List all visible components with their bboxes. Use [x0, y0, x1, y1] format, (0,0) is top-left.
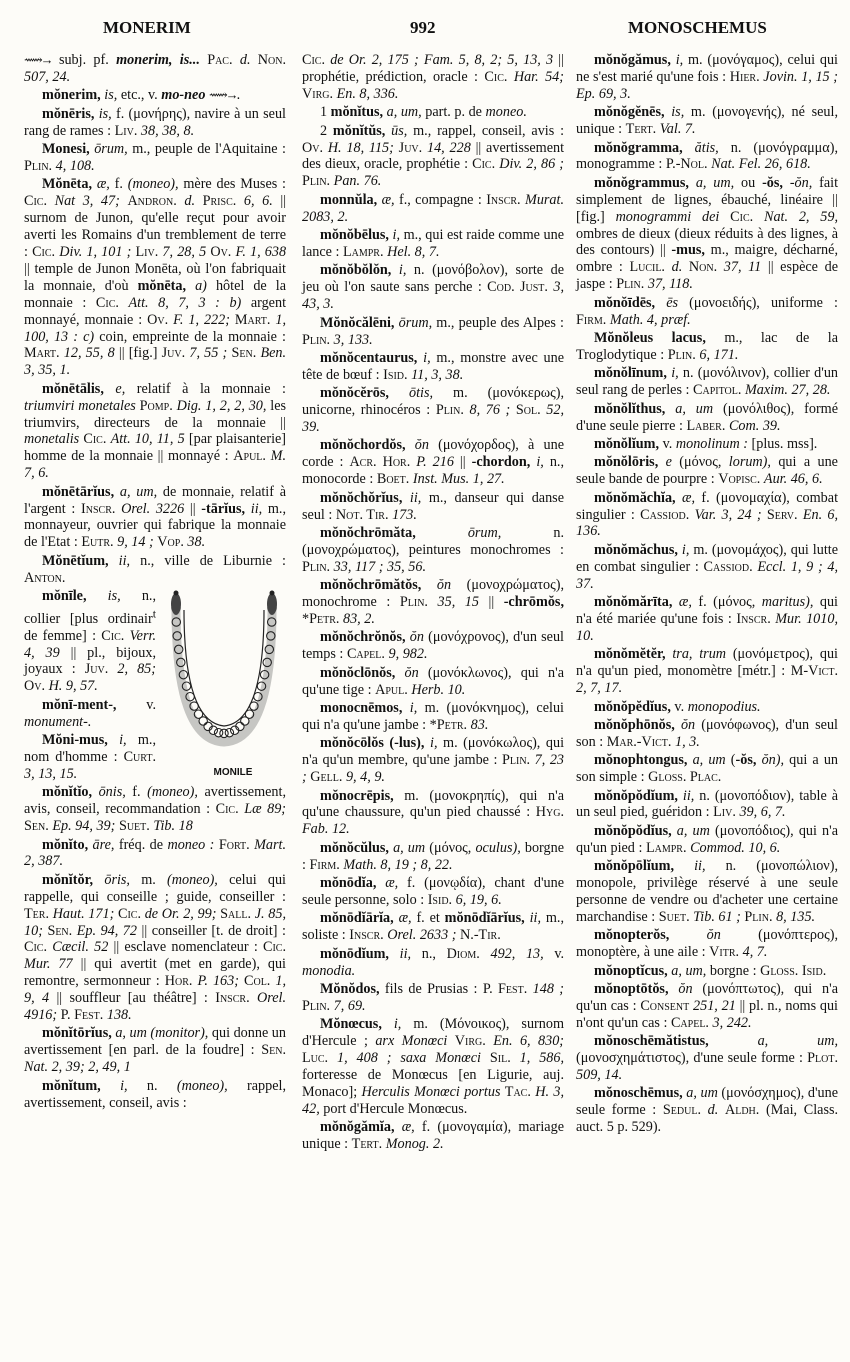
dictionary-entry — [576, 454, 838, 488]
dictionary-entry — [24, 784, 286, 835]
dictionary-entry — [576, 788, 838, 822]
entry-text: Monesi, ōrum, m., peuple de l'Aquitaine : Plin. 4, 108. — [24, 141, 286, 174]
dictionary-entry — [302, 946, 564, 980]
entry-text: mŏnocrēpis, m. (μονοκρηπίς), qui n'a qu'une chaussure, qu'un pied chaussé : Hyg. Fab. 12. — [302, 787, 564, 838]
dictionary-entry — [576, 963, 838, 980]
entry-text: mŏnŏīdēs, ēs (μονοειδής), uniforme : Firm. Math. 4, præf. — [576, 294, 838, 328]
dictionary-entry — [576, 52, 838, 103]
dictionary-entry — [24, 1025, 286, 1076]
entry-text: mŏnŏgămĭa, æ, f. (μονογαμία), mariage unique : Tert. Monog. 2. — [302, 1119, 564, 1153]
dictionary-entry — [302, 875, 564, 909]
dictionary-entry — [576, 365, 838, 399]
entry-text: mŏnĭtŏr, ōris, m. (moneo), celui qui rappelle, qui conseille ; guide, conseiller : Ter. Haut. 171; Cic. de Or. 2, 99; Sall. J. 85, 10; Sen. Ep. 94, 72 || conseiller [t. de droit] : Cic. Cæcil. 52 || esclave nomenclateur : Cic. Mur. 77 || qui avertit (met en garde), qui remontre, sermonneur : Hor. P. 163; Col. 1, 9, 4 || souffleur [au théâtre] : Inscr. Orel. 4916; P. Fest. 138. — [24, 871, 287, 1024]
entry-text: Mŏnŏdos, fils de Prusias : P. Fest. 148 ; Plin. 7, 69. — [302, 981, 565, 1014]
entry-text: mŏnōdĭārĭa, æ, f. et mŏnōdĭārĭus, ii, m., soliste : Inscr. Orel. 2633 ; N.-Tir. — [302, 910, 564, 944]
entry-text: mŏnŏlĭthus, a, um (μονόλιθος), formé d'une seule pierre : Laber. Com. 39. — [576, 400, 839, 434]
entry-text: mŏnŏgămus, i, m. (μονόγαμος), celui qui ne s'est marié qu'une fois : Hier. Jovin. 1, 15 ; Ep. 69, 3. — [576, 52, 839, 102]
entry-text: mŏnŏcŭlus, a, um (μόνος, oculus), borgne : Firm. Math. 8, 19 ; 8, 22. — [302, 839, 564, 873]
entry-text: mŏnŏpŏdĭum, ii, n. (μονοπόδιον), table à un seul pied, guéridon : Liv. 39, 6, 7. — [576, 787, 838, 821]
entry-text: mŏnŏpōlĭum, ii, n. (μονοπώλιον), monopole, privilège réservé à une seule personne de vendre ou d'acheter une certaine marchandise : Suet. Tib. 61 ; Plin. 8, 135. — [576, 858, 838, 925]
dictionary-entry — [24, 381, 286, 482]
dictionary-entry — [302, 385, 564, 436]
entry-text: mŏnŏcentaurus, i, m., monstre avec une tête de bœuf : Isid. 11, 3, 38. — [302, 349, 564, 383]
entry-text: monocnēmos, i, m. (μονόκνημος), celui qui n'a qu'une jambe : *Petr. 83. — [302, 700, 565, 733]
dictionary-entry — [576, 175, 838, 293]
dictionary-entry — [24, 1078, 286, 1112]
entry-text: mŏnŏmăchĭa, æ, f. (μονομαχία), combat singulier : Cassiod. Var. 3, 24 ; Serv. En. 6, 136. — [576, 489, 839, 540]
dictionary-entry — [576, 490, 838, 541]
dictionary-entry — [302, 52, 564, 103]
dictionary-entry — [24, 176, 286, 379]
entry-text: mŏnēris, is, f. (μονήρης), navire à un seul rang de rames : Liv. 38, 38, 8. — [24, 105, 286, 139]
entry-text: mŏnoschēmătistus, a, um, (μονοσχημάτιστος), d'une seule forme : Plot. 509, 14. — [576, 1033, 838, 1084]
dictionary-entry — [576, 401, 838, 435]
dictionary-entry — [576, 104, 838, 138]
dictionary-entry — [24, 553, 286, 587]
entry-text: mŏnŏgramma, ătis, n. (μονόγραμμα), monogramme : P.-Nol. Nat. Fel. 26, 618. — [576, 139, 838, 173]
dictionary-entry — [302, 788, 564, 839]
arrow-icon: ⟿→ — [208, 87, 237, 103]
dictionary-entry — [576, 1085, 838, 1136]
entry-text: mŏnŏpĕdĭus, v. monopodius. — [594, 698, 761, 715]
entry-text: mŏnŏcōlŏs (-lus), i, m. (μονόκωλος), qui n'a qu'un membre, qu'une jambe : Plin. 7, 23 ; Gell. 9, 4, 9. — [302, 735, 565, 786]
entry-text: mŏnōdĭa, æ, f. (μονῳδία), chant d'une seule personne, solo : Isid. 6, 19, 6. — [302, 875, 565, 908]
entry-text: mŏnoptōtŏs, ŏn (μονόπτωτος), qui n'a qu'un cas : Consent 251, 21 || pl. n., noms qui n'ont qu'un cas : Capel. 3, 242. — [576, 981, 839, 1031]
entry-text: mŏnētārĭus, a, um, de monnaie, relatif à l'argent : Inscr. Orel. 3226 || -tārĭus, ii, m., monnayeur, ouvrier qui fabrique la monnaie de l'Etat : Eutr. 9, 14 ; Vop. 38. — [24, 483, 287, 551]
dictionary-entry — [302, 262, 564, 313]
entry-text: mŏnŏlĭum, v. monolinum : [plus. mss]. — [594, 435, 818, 452]
dictionary-entry — [302, 227, 564, 261]
entry-text: mŏnĭtum, i, n. (moneo), rappel, avertissement, conseil, avis : — [24, 1077, 287, 1111]
dictionary-entry — [24, 837, 286, 871]
header-first-word: MONERIM — [103, 18, 191, 37]
entry-text: Cic. de Or. 2, 175 ; Fam. 5, 8, 2; 5, 13, 3 || prophétie, prédiction, oracle : Cic. Har. 54; Virg. En. 8, 336. — [302, 52, 564, 102]
dictionary-entry — [576, 1033, 838, 1084]
entry-text: mŏnŏmăchus, i, m. (μονομάχος), qui lutte en combat singulier : Cassiod. Eccl. 1, 9 ; 4, 37. — [576, 541, 839, 592]
entry-text: mŏnŏlōris, e (μόνος, lorum), qui a une seule bande de pourpre : Vopisc. Aur. 46, 6. — [576, 454, 838, 488]
entry-text: mŏnŏlīnum, i, n. (μονόλινον), collier d'un seul rang de perles : Capitol. Maxim. 27, 28. — [576, 365, 839, 399]
dictionary-entry — [576, 752, 838, 786]
dictionary-entry — [576, 295, 838, 329]
dictionary-entry — [576, 927, 838, 961]
dictionary-entry — [302, 123, 564, 191]
entry-text: mŏnŏgĕnēs, is, m. (μονογενής), né seul, unique : Tert. Val. 7. — [576, 104, 839, 138]
dictionary-entry — [302, 735, 564, 786]
arrow-icon: ⟿→ — [24, 52, 52, 67]
dictionary-entry — [302, 104, 564, 121]
entry-text: mŏnĭtĭo, ōnis, f. (moneo), avertissement, avis, conseil, recommandation : Cic. Læ 89; Sen. Ep. 94, 39; Suet. Tib. 18 — [24, 784, 287, 835]
dictionary-entry — [576, 699, 838, 716]
dictionary-entry — [302, 1119, 564, 1153]
dictionary-entry — [576, 594, 838, 645]
dictionary-entry — [576, 858, 838, 926]
entry-text: mŏnī-ment-, v. monument-. — [24, 696, 156, 730]
entry-text: Mŏnētĭum, ii, n., ville de Liburnie : Anton. — [24, 552, 286, 586]
entry-text: mŏnŏmărīta, æ, f. (μόνος, maritus), qui n'a été mariée qu'une fois : Inscr. Mur. 1010, 10. — [576, 594, 839, 644]
dictionary-entry — [302, 665, 564, 699]
entry-text: mŏnophtongus, a, um (-ŏs, ŏn), qui a un son simple : Gloss. Plac. — [576, 752, 839, 786]
dictionary-entry — [302, 910, 564, 944]
dictionary-entry — [576, 330, 838, 364]
dictionary-entry — [24, 484, 286, 552]
monile-illustration — [162, 590, 286, 782]
page-number: 992 — [410, 18, 436, 37]
dictionary-entry — [24, 106, 286, 140]
entry-text: Mŏnēta, æ, f. (moneo), mère des Muses : Cic. Nat 3, 47; Andron. d. Prisc. 6, 6. || surnom de Junon, qu'elle reçut pour avoir averti les Romains d'un tremblement de terre : Cic. Div. 1, 101 ; Liv. 7, 28, 5 Ov. F. 1, 638 || temple de Junon Monēta, où l'on fabriquait la monnaie, d'où mŏnēta, a) hôtel de la monnaie : Cic. Att. 8, 7, 3 : b) argent monnayé, monnaie : Ov. F. 1, 222; Mart. 1, 100, 13 : c) coin, empreinte de la monnaie : Mart. 12, 55, 8 || [fig.] Juv. 7, 55 ; Sen. Ben. 3, 35, 1. — [24, 176, 287, 379]
entry-text: mŏnĭto, āre, fréq. de moneo : Fort. Mart. 2, 387. — [24, 836, 286, 870]
dictionary-entry — [302, 350, 564, 384]
entry-text: mŏnĭtōrĭus, a, um (monitor), qui donne un avertissement [en parl. de la foudre] : Sen. Nat. 2, 39; 2, 49, 1 — [24, 1025, 286, 1076]
dictionary-entry — [24, 872, 286, 1024]
dictionary-entry — [302, 840, 564, 874]
dictionary-entry — [24, 141, 286, 175]
dictionary-entry — [576, 823, 838, 857]
dictionary-entry — [302, 629, 564, 663]
entry-text: mŏnerim, is, etc., v. mo-neo ⟿→. — [42, 87, 241, 104]
entry-text: Mŏnŏcălēni, ōrum, m., peuple des Alpes : Plin. 3, 133. — [302, 314, 565, 348]
dictionary-entry — [302, 1016, 564, 1117]
entry-text: mŏnŏphōnŏs, ŏn (μονόφωνος), d'un seul son : Mar.-Vict. 1, 3. — [576, 716, 838, 750]
dictionary-entry — [576, 717, 838, 751]
entry-text: Mŏnŏleus lacus, m., lac de la Troglodytique : Plin. 6, 171. — [576, 330, 838, 363]
figure-caption: MONILE — [213, 767, 253, 779]
dictionary-entry — [24, 52, 286, 86]
entry-text: 1 mŏnĭtus, a, um, part. p. de moneo. — [320, 104, 527, 121]
dictionary-entry — [576, 140, 838, 174]
entry-text: mŏnētālis, e, relatif à la monnaie : triumviri monetales Pomp. Dig. 1, 2, 2, 30, les triumvirs, directeurs de la monnaie || monetalis Cic. Att. 10, 11, 5 [par plaisanterie] homme de la monnaie || monnayé : Apul. M. 7, 6. — [24, 380, 287, 482]
dictionary-entry — [302, 577, 564, 628]
entry-text: mŏnŏpŏdĭus, a, um (μονοπόδιος), qui n'a qu'un pied : Lampr. Commod. 10, 6. — [576, 822, 839, 856]
entry-text: 2 mŏnĭtŭs, ūs, m., rappel, conseil, avis : Ov. H. 18, 115; Juv. 14, 228 || avertissement des dieux, oracle, prophétie : Cic. Div. 2, 86 ; Plin. Pan. 76. — [302, 122, 565, 190]
column-3 — [576, 52, 838, 1138]
header-last-word: MONOSCHEMUS — [628, 18, 767, 37]
column-2 — [302, 52, 564, 1155]
entry-text: mŏnŏchordŏs, ŏn (μονόχορδος), à une corde : Acr. Hor. P. 216 || -chordon, i, n., monocorde : Boet. Inst. Mus. 1, 27. — [302, 437, 565, 488]
dictionary-entry — [302, 490, 564, 524]
entry-text: mŏnīle, is, n., collier [plus ordinair$^t$ de femme] : Cic. Verr. 4, 39 || pl., bijoux, joyaux : Juv. 2, 85; Ov. H. 9, 57. — [24, 588, 157, 695]
entry-text: monnŭla, æ, f., compagne : Inscr. Murat. 2083, 2. — [302, 191, 565, 225]
dictionary-entry — [576, 436, 838, 453]
column-1 — [24, 52, 286, 1113]
entry-text: mŏnoptĭcus, a, um, borgne : Gloss. Isid. — [594, 962, 827, 979]
dictionary-entry — [302, 437, 564, 488]
entry-text: mŏnōdĭum, ii, n., Diom. 492, 13, v. monodia. — [302, 945, 565, 979]
entry-text: Mŏnœcus, i, m. (Μόνοικος), surnom d'Hercule ; arx Monœci Virg. En. 6, 830; Luc. 1, 408 ; saxa Monœci Sil. 1, 586, forteresse de Monœcus [en Ligurie, auj. Monaco]; Herculis Monœci portus Tac. H. 3, 42, port d'Hercule Monœcus. — [302, 1016, 565, 1117]
dictionary-entry — [302, 981, 564, 1015]
dictionary-entry — [576, 981, 838, 1032]
dictionary-entry — [576, 542, 838, 593]
entry-text: mŏnŏgrammus, a, um, ou -ŏs, -ŏn, fait simplement de lignes, ébauché, linéaire || [fig.] monogrammi dei Cic. Nat. 2, 59, ombres de dieux (dieux réduits à des lignes, à des contours) || -mus, m., maigre, décharné, ombre : Lucil. d. Non. 37, 11 || espèce de jaspe : Plin. 37, 118. — [576, 174, 839, 293]
dictionary-entry — [24, 87, 286, 104]
page-header — [0, 18, 850, 46]
dictionary-entry — [302, 315, 564, 349]
entry-text: mŏnŏclōnŏs, ŏn (μονόκλωνος), qui n'a qu'une tige : Apul. Herb. 10. — [302, 664, 564, 698]
entry-text: mŏnŏchrōmătŏs, ŏn (μονοχρώματος), monochrome : Plin. 35, 15 || -chrōmŏs, *Petr. 83, 2. — [302, 577, 564, 627]
entry-text: mŏnŏcĕrōs, ōtis, m. (μονόκερως), unicorne, rhinocéros : Plin. 8, 76 ; Sol. 52, 39. — [302, 385, 565, 436]
dictionary-entry — [302, 700, 564, 734]
entry-text: ⟿→ subj. pf. monerim, is... Pac. d. Non. 507, 24. — [24, 52, 287, 85]
entry-text: mŏnŏmĕtĕr, tra, trum (μονόμετρος), qui n'a qu'un pied, monomètre [métr.] : M-Vict. 2, 7, 17. — [576, 646, 838, 697]
entry-text: mŏnŏbēlus, i, m., qui est raide comme une lance : Lampr. Hel. 8, 7. — [302, 227, 564, 260]
entry-text: mŏnŏchŏrĭus, ii, m., danseur qui danse seul : Not. Tir. 173. — [302, 489, 564, 523]
dictionary-entry — [576, 646, 838, 697]
entry-text: mŏnŏchrōmăta, ōrum, n. (μονοχρώματος), peintures monochromes : Plin. 33, 117 ; 35, 56. — [302, 524, 565, 575]
entry-text: mŏnŏbŏlŏn, i, n. (μονόβολον), sorte de jeu où l'on saute sans perche : Cod. Just. 3, 43, 3. — [302, 262, 565, 313]
entry-text: Mŏni-mus, i, m., nom d'homme : Curt. 3, 13, 15. — [24, 732, 156, 782]
entry-text: mŏnŏchrŏnŏs, ŏn (μονόχρονος), d'un seul temps : Capel. 9, 982. — [302, 629, 565, 663]
entry-text: mŏnopterŏs, ŏn (μονόπτερος), monoptère, à une aile : Vitr. 4, 7. — [576, 927, 838, 961]
necklace-icon — [162, 590, 286, 768]
dictionary-entry — [302, 525, 564, 576]
entry-text: mŏnoschēmus, a, um (μονόσχημος), d'une seule forme : Sedul. d. Aldh. (Mai, Class. auct. 5 p. 529). — [576, 1085, 839, 1136]
dictionary-entry — [302, 192, 564, 226]
